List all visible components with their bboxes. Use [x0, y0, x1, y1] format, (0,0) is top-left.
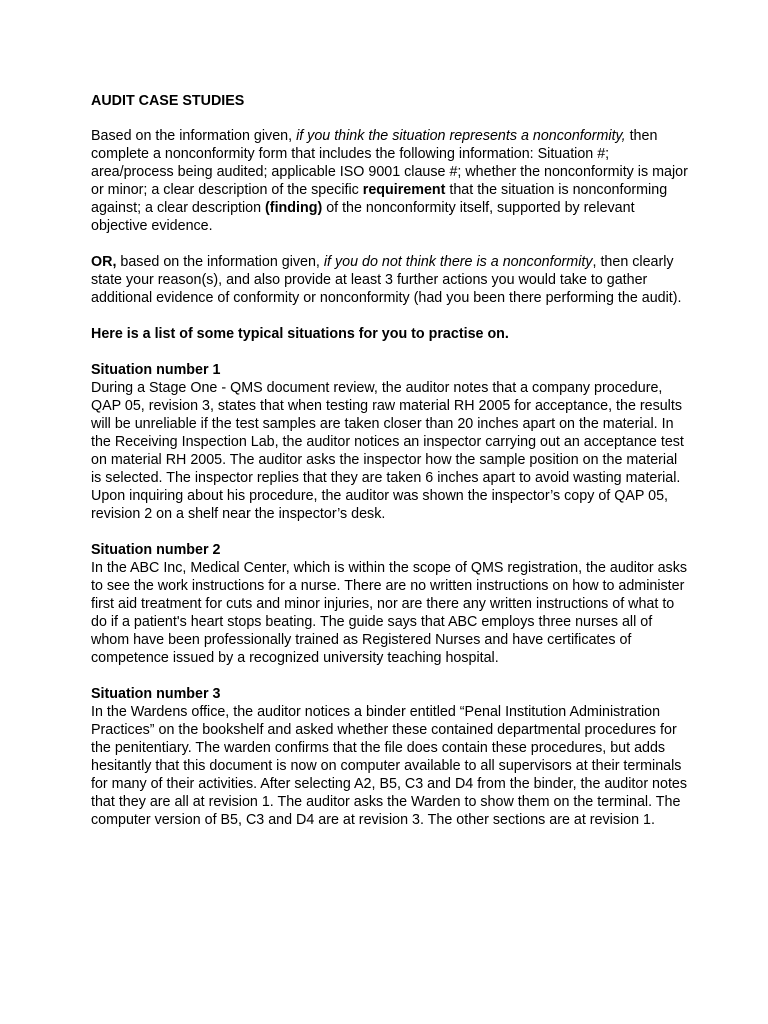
intro-p2-italic: if you do not think there is a nonconformity: [323, 254, 593, 270]
situation-2: [91, 541, 691, 667]
situation-3-text: In the Wardens office, the auditor notices a binder entitled “Penal Institution Administration Practices” on the bookshelf and asked whether these contained departmental procedures for the penitentiary. The warden confirms that the file does contain these procedures, but adds hesitantly that this document is now on computer available to all supervisors at their terminals for many of their activities. After selecting A2, B5, C3 and D4 from the binder, the auditor notes that they are all at revision 1. The auditor asks the Warden to show them on the terminal. The computer version of B5, C3 and D4 are at revision 3. The other sections are at revision 1.: [91, 704, 688, 828]
intro-p1-text-c: then complete a nonconformity form that includes the following information: Situation #; area/process being audited; applicable ISO 9001 clause #; whether the nonconformity is major or minor; a clear description of the specific: [91, 128, 688, 198]
intro-p1-text-a: Based on the information given,: [91, 128, 297, 144]
situation-2-title: Situation number 2: [91, 542, 221, 558]
situation-1-text: During a Stage One - QMS document review, the auditor notes that a company procedure, QAP 05, revision 3, states that when testing raw material RH 2005 for acceptance, the results will be unreliable if the test samples are taken closer than 20 inches apart on the material. In the Receiving Inspection Lab, the auditor notices an inspector carrying out an acceptance test on material RH 2005. The auditor asks the inspector how the sample position on the material is selected. The inspector replies that they are taken 6 inches apart to avoid wasting material. Upon inquiring about his procedure, the auditor was shown the inspector’s copy of QAP 05, revision 2 on a shelf near the inspector’s desk.: [91, 380, 684, 522]
intro-p1-finding: (finding): [265, 200, 323, 216]
list-heading: Here is a list of some typical situations for you to practise on.: [91, 326, 509, 342]
situation-3: [91, 685, 691, 829]
document-page: [91, 92, 691, 847]
intro-p2-or: OR,: [91, 254, 117, 270]
intro-p1-text-e: that the situation is nonconforming against; a clear description: [91, 182, 668, 216]
intro-p1-text-g: of the nonconformity itself, supported by relevant objective evidence.: [91, 200, 635, 234]
situation-1: [91, 361, 691, 523]
intro-p1-italic: if you think the situation represents a nonconformity,: [296, 128, 626, 144]
intro-paragraph-2: [91, 253, 691, 307]
intro-p2-text-d: , then clearly state your reason(s), and also provide at least 3 further actions you would take to gather additional evidence of conformity or nonconformity (had you been there performing the audit).: [91, 254, 682, 306]
situation-1-title: Situation number 1: [91, 362, 221, 378]
document-title: AUDIT CASE STUDIES: [91, 93, 245, 109]
intro-paragraph-1: [91, 127, 691, 235]
intro-p2-text-b: based on the information given,: [116, 254, 324, 270]
intro-p1-requirement: requirement: [362, 182, 446, 198]
situation-3-title: Situation number 3: [91, 686, 221, 702]
situation-2-text: In the ABC Inc, Medical Center, which is within the scope of QMS registration, the auditor asks to see the work instructions for a nurse. There are no written instructions on how to administer first aid treatment for cuts and minor injuries, nor are there any written instructions of what to do if a patient's heart stops beating. The guide says that ABC employs three nurses all of whom have been professionally trained as Registered Nurses and have certificates of competence issued by a recognized university teaching hospital.: [91, 560, 687, 666]
